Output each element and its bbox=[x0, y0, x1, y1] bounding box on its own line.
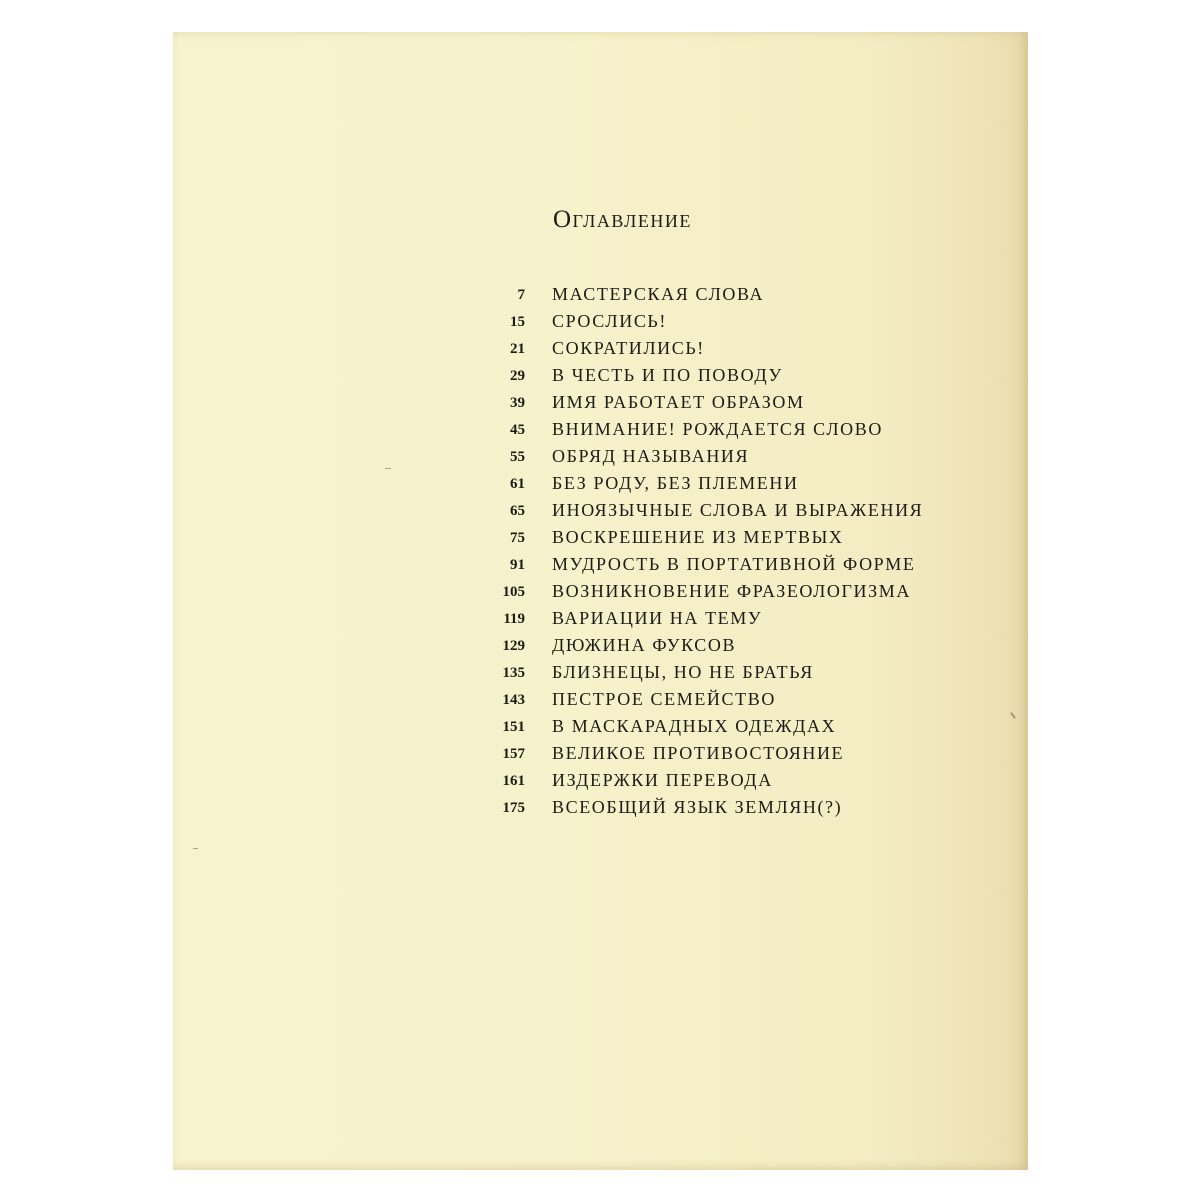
toc-chapter-title: ДЮЖИНА ФУКСОВ bbox=[552, 635, 737, 655]
toc-page-number: 119 bbox=[503, 611, 525, 627]
toc-chapter-title: ВАРИАЦИИ НА ТЕМУ bbox=[552, 608, 763, 628]
toc-chapter-title: ВЕЛИКОЕ ПРОТИВОСТОЯНИЕ bbox=[552, 743, 845, 763]
toc-chapter-title: ВОЗНИКНОВЕНИЕ ФРАЗЕОЛОГИЗМА bbox=[552, 581, 911, 601]
toc-chapter-title: ИЗДЕРЖКИ ПЕРЕВОДА bbox=[552, 770, 773, 790]
toc-page-number: 29 bbox=[510, 368, 525, 384]
toc-entry-18 bbox=[173, 742, 1028, 769]
toc-chapter-title: В МАСКАРАДНЫХ ОДЕЖДАХ bbox=[552, 716, 837, 736]
toc-page-number: 75 bbox=[510, 530, 525, 546]
toc-entry-16 bbox=[173, 688, 1028, 715]
paper-speck bbox=[385, 468, 391, 469]
toc-chapter-title: СОКРАТИЛИСЬ! bbox=[552, 338, 705, 358]
paper-speck bbox=[193, 848, 198, 849]
toc-page-number: 91 bbox=[510, 557, 525, 573]
toc-page-number: 45 bbox=[510, 422, 525, 438]
toc-page-number: 161 bbox=[502, 773, 525, 789]
table-of-contents bbox=[173, 283, 1028, 823]
toc-entry-10 bbox=[173, 526, 1028, 553]
toc-chapter-title: МАСТЕРСКАЯ СЛОВА bbox=[552, 284, 765, 304]
toc-entry-15 bbox=[173, 661, 1028, 688]
toc-entry-5 bbox=[173, 391, 1028, 418]
toc-chapter-title: В ЧЕСТЬ И ПО ПОВОДУ bbox=[552, 365, 783, 385]
toc-page-number: 129 bbox=[502, 638, 525, 654]
toc-entry-1 bbox=[173, 283, 1028, 310]
toc-entry-6 bbox=[173, 418, 1028, 445]
page-title: Оглавление bbox=[553, 206, 692, 233]
toc-chapter-title: ВСЕОБЩИЙ ЯЗЫК ЗЕМЛЯН(?) bbox=[552, 797, 843, 817]
toc-chapter-title: БЛИЗНЕЦЫ, НО НЕ БРАТЬЯ bbox=[552, 662, 814, 682]
toc-chapter-title: ИМЯ РАБОТАЕТ ОБРАЗОМ bbox=[552, 392, 805, 412]
toc-entry-3 bbox=[173, 337, 1028, 364]
toc-page-number: 65 bbox=[510, 503, 525, 519]
toc-page-number: 105 bbox=[502, 584, 525, 600]
toc-chapter-title: БЕЗ РОДУ, БЕЗ ПЛЕМЕНИ bbox=[552, 473, 799, 493]
toc-page-number: 151 bbox=[502, 719, 525, 735]
toc-page-number: 55 bbox=[510, 449, 525, 465]
toc-page-number: 7 bbox=[517, 287, 525, 303]
toc-entry-7 bbox=[173, 445, 1028, 472]
toc-page-number: 21 bbox=[510, 341, 525, 357]
book-page bbox=[173, 32, 1028, 1170]
toc-entry-4 bbox=[173, 364, 1028, 391]
toc-chapter-title: ВНИМАНИЕ! РОЖДАЕТСЯ СЛОВО bbox=[552, 419, 883, 439]
toc-chapter-title: ИНОЯЗЫЧНЫЕ СЛОВА И ВЫРАЖЕНИЯ bbox=[552, 500, 924, 520]
toc-entry-8 bbox=[173, 472, 1028, 499]
toc-entry-19 bbox=[173, 769, 1028, 796]
toc-entry-2 bbox=[173, 310, 1028, 337]
toc-page-number: 15 bbox=[510, 314, 525, 330]
toc-entry-13 bbox=[173, 607, 1028, 634]
toc-entry-17 bbox=[173, 715, 1028, 742]
toc-chapter-title: МУДРОСТЬ В ПОРТАТИВНОЙ ФОРМЕ bbox=[552, 554, 916, 574]
toc-page-number: 175 bbox=[502, 800, 525, 816]
toc-page-number: 143 bbox=[502, 692, 525, 708]
toc-page-number: 157 bbox=[502, 746, 525, 762]
toc-entry-11 bbox=[173, 553, 1028, 580]
toc-page-number: 61 bbox=[510, 476, 525, 492]
toc-entry-14 bbox=[173, 634, 1028, 661]
toc-entry-9 bbox=[173, 499, 1028, 526]
toc-entry-12 bbox=[173, 580, 1028, 607]
toc-chapter-title: ПЕСТРОЕ СЕМЕЙСТВО bbox=[552, 689, 776, 709]
toc-chapter-title: ВОСКРЕШЕНИЕ ИЗ МЕРТВЫХ bbox=[552, 527, 844, 547]
toc-page-number: 135 bbox=[502, 665, 525, 681]
toc-chapter-title: СРОСЛИСЬ! bbox=[552, 311, 667, 331]
toc-page-number: 39 bbox=[510, 395, 525, 411]
toc-entry-20 bbox=[173, 796, 1028, 823]
toc-chapter-title: ОБРЯД НАЗЫВАНИЯ bbox=[552, 446, 750, 466]
